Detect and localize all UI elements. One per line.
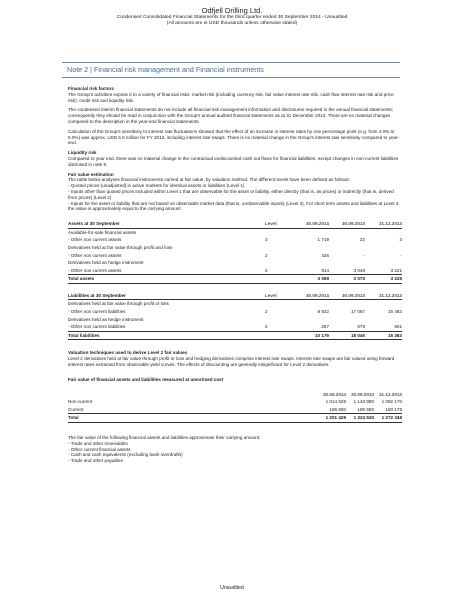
row-label: Derivatives held at fair value through profit or loss [68,301,169,307]
fair-value-level-3: - Inputs for the asset or liability that are not based on observable market data (that is, unobservable inputs) (Level 3). For short term assets and liabilities at Level 3, the value is approximately equal to the carrying amount. [68,200,400,212]
row-label: Current [68,406,84,412]
value-cell: 426 [321,252,329,258]
total-value: 10 179 [293,331,329,340]
value-cell: 1 014 629 [325,399,346,405]
value-cell: 22 [359,237,365,243]
liabilities-table-header [68,292,402,300]
total-value: 1 272 348 [374,414,402,423]
amortised-cost-table [68,391,402,423]
risk-factors-heading: Financial risk factors [68,86,114,91]
row-label: Derivatives held as hedge instrument [68,316,144,322]
statement-title: Condensed Consolidated Financial Statements for the third quarter ended 30 September 2014 - Unaudited [116,15,348,20]
company-name: Odfjell Drilling Ltd. [201,6,263,15]
table-row [68,252,402,260]
note-content [68,84,402,464]
table-row [68,398,402,406]
valuation-heading: Valuation techniques used to derive Level 2 fair values [68,350,188,356]
closing-item: - Cash and cash equivalents (excluding bank overdrafts) [68,452,183,458]
value-cell: 979 [357,324,365,330]
page-footer: Unaudited [220,585,244,591]
header-cell: 30.09.2014 [293,292,329,300]
total-value: 1 201 429 [318,414,346,423]
assets-table-header [68,220,402,228]
total-value: 3 225 [365,275,402,284]
closing-item: - Trade and other payables [68,458,123,464]
value-cell: 3 048 [353,267,365,273]
header-cell: 30.09.2013 [329,292,365,300]
table-row [68,244,402,252]
risk-factors-paragraph-2: The condensed interim financial statements do not include all financial risk management information and disclosures required in the annual financial statements; consequently they should be read in conjunction with the Group's annual audited financial statements as at 31 December 2013. There are no material changes compared to the description in the year-end financial statements. [68,107,394,124]
value-cell: 1 143 880 [353,399,374,405]
value-cell: 901 [394,324,402,330]
table-row [68,259,402,267]
assets-total-row [68,275,402,284]
value-cell: 180 178 [385,406,402,412]
header-cell: Level [265,220,293,228]
total-label: Total assets [68,275,265,284]
total-value: 1 324 530 [346,414,374,423]
total-value: 18 046 [329,331,365,340]
table-row [68,406,402,414]
row-label: - Other non current liabilities [68,324,126,330]
header-cell: Level [265,292,293,300]
table-row [68,228,402,236]
header-cell: Liabilities at 30 September [68,292,265,300]
note-title-bar [62,62,400,78]
row-label: Derivatives held at fair value through profit and loss [68,244,173,250]
row-label: - Other non current assets [68,267,122,273]
row-label: Non-current [68,399,93,405]
liabilities-total-row [68,331,402,340]
row-label: - Other non current liabilities [68,309,126,315]
row-label: Available-for-sale financial assets [68,229,137,235]
header-cell: 30.09.2013 [351,391,374,397]
document-header [0,6,464,27]
liabilities-table [68,292,402,341]
liquidity-heading: Liquidity risk [68,150,97,156]
table-row [68,267,402,275]
value-cell: 257 [321,324,329,330]
row-label: Derivatives held as hedge instrument [68,260,144,266]
total-value: 16 383 [365,331,402,340]
closing-intro: The fair value of the following financial assets and liabilities approximate their carrying amount: [68,435,261,441]
header-cell [68,391,318,399]
header-cell: Assets at 30 September [68,220,265,228]
value-cell: 1 092 170 [381,399,402,405]
amortised-table-header [68,391,402,399]
level-cell: 2 [265,252,268,258]
fair-value-level-1: - Quoted prices (unadjusted) in active markets for identical assets or liabilities (Level 1) [68,183,245,189]
total-label: Total liabilities [68,331,265,340]
row-label: - Other non current assets [68,237,122,243]
value-cell: 180 650 [357,406,374,412]
value-cell: 1 719 [317,237,329,243]
closing-item: - Trade and other receivables [68,440,128,446]
fair-value-paragraph: The table below analyses financial instruments carried at fair value, by valuation method. The different levels have been defined as follows: [68,177,350,183]
table-row [68,308,402,316]
value-cell: 3 [399,237,402,243]
value-cell: 17 067 [350,309,365,315]
total-value: 3 059 [293,275,329,284]
risk-factors-paragraph-1: The Group's activities expose it to a variety of financial risks: market risk (including currency risk, fair value interest rate risk, cash flow interest rate risk and price risk), credit risk and liquidity risk. [68,91,394,103]
fair-value-heading: Fair value estimation [68,171,114,177]
note-title: Note 2 | Financial risk management and Financial instruments [67,65,264,74]
table-row [68,300,402,308]
amortised-cost-heading: Fair value of financial assets and liabilities measured at amortised cost [68,376,224,382]
row-label: - Other non current assets [68,252,122,258]
value-cell: 15 483 [387,309,402,315]
table-row [68,316,402,324]
fair-value-level-2: - Inputs other than quoted prices included within Level 1 that are observable for the asset or liability, either directly (that is, as prices) or indirectly (that is, derived from prices) (Level 2) [68,188,394,200]
value-cell: - [400,252,402,258]
value-cell: 9 922 [317,309,329,315]
header-cell: 30.09.2013 [329,220,365,228]
table-row [68,323,402,331]
level-cell: 2 [265,309,268,315]
level-cell: 2 [265,324,268,330]
level-cell: 3 [265,237,268,243]
header-cell: 30.09.2014 [323,391,346,397]
total-value: 3 070 [329,275,365,284]
liquidity-paragraph: Compared to year end, there was no material change in the contractual undiscounted cash out flows for financial liabilities, except changes in non-current liabilities disclosed in note 9. [68,155,399,167]
value-cell: 3 221 [390,267,402,273]
value-cell: - [363,252,365,258]
table-row [68,236,402,244]
risk-factors-paragraph-3: Calculation of the Group's sensitivity to interest rate fluctuations showed that the effect of an increase in interest rates by one percentage point (e.g. from 4.0% to 5.0%) was approx. USD 6.0 million for FY 2013, including interest rate swaps. There is no material change in the Group's interest rate sensitivity compared to year-end. [68,128,400,146]
value-cell: 914 [321,267,329,273]
amortised-total-row [68,414,402,423]
header-cell: 31.12.2013 [379,391,402,397]
currency-note: (All amounts are in USD thousands unless otherwise stated) [166,21,298,27]
level-cell: 2 [265,267,268,273]
assets-table [68,220,402,284]
total-label: Total [68,414,318,423]
value-cell: 186 800 [329,406,346,412]
header-cell: 30.09.2014 [293,220,329,228]
header-cell: 31.12.2013 [365,292,402,300]
valuation-paragraph: Level 2 derivatives held at fair value through profit or loss and hedging derivatives comprise interest rate swaps. Interest rate swaps are fair valued using forward interest rates extracted from observable yield curves. The effects of discounting are generally insignificant for Level 2 derivatives. [68,356,395,368]
closing-item: - Other current financial assets [68,446,131,452]
header-cell: 31.12.2013 [365,220,402,228]
